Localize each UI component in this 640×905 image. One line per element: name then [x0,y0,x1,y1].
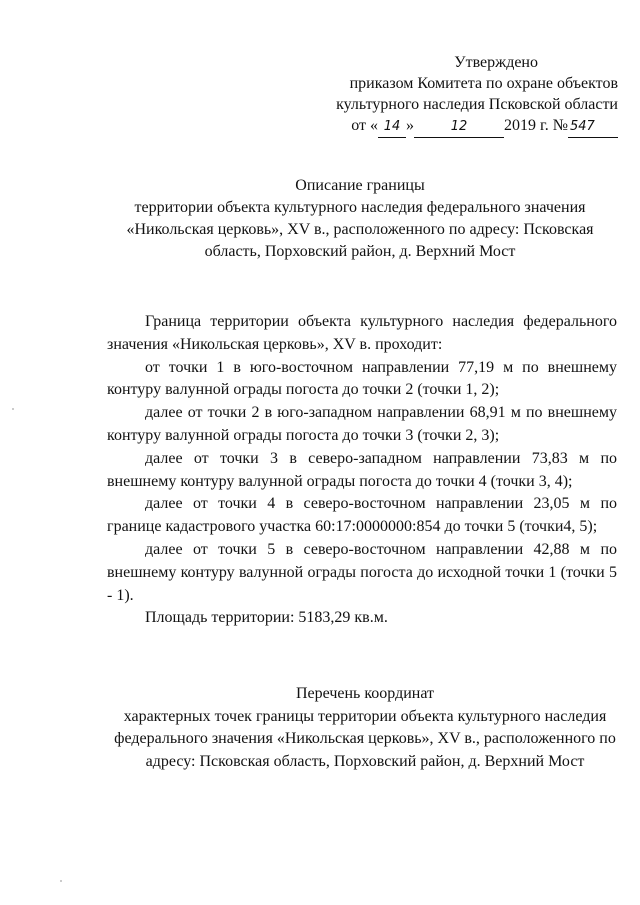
intro-paragraph: Граница территории объекта культурного наследия федерального значения «Никольская церковь», XV в. проходит: [107,313,617,353]
list-title-line-1: Перечень координат [295,685,435,702]
approval-order-line [288,115,618,138]
segment-paragraph-5: далее от точки 5 в северо-восточном направлении 42,88 м по внешнему контуру валунной ограды погоста до исходной точки 1 (точки 5 - 1). [107,540,617,604]
list-title-line-4: адресу: Псковская область, Порховский район, д. Верхний Мост [145,752,585,770]
list-title-line-3: федерального значения «Никольская церковь», XV в., расположенного по [114,730,616,747]
scan-speck [60,880,62,882]
segment-paragraph-4: далее от точки 4 в северо-восточном направлении 23,05 м по границе кадастрового участка 60:17:0000000:854 до точки 5 (точки4, 5); [107,495,617,536]
list-title-line-2: характерных точек границы территории объекта культурного наследия [123,707,607,725]
order-mid: » [405,117,414,134]
boundary-description [107,311,617,630]
title-line-3: «Никольская церковь», XV в., расположенного по адресу: Псковская [126,221,594,238]
approval-line-1: приказом Комитета по охране объектов [349,75,618,92]
order-day-handwritten: 14 [378,116,406,138]
approval-line-2: культурного наследия Псковской области [336,96,618,113]
order-prefix: от « [351,117,378,134]
segment-paragraph-2: далее от точки 2 в юго-западном направлении 68,91 м по внешнему контуру валунной ограды погоста до точки 3 (точки 2, 3); [107,404,617,444]
order-year: 2019 г. № [503,117,568,134]
order-month-handwritten: 12 [414,116,504,138]
document-title [100,175,620,263]
order-number-handwritten: 547 [568,116,618,138]
segment-paragraph-3: далее от точки 3 в северо-западном направлении 73,83 м по внешнему контуру валунной ограды погоста до точки 4 (точки 3, 4); [107,449,617,490]
title-line-1: Описание границы [295,177,425,194]
coordinates-list-title [100,683,630,773]
segment-paragraph-1: от точки 1 в юго-восточном направлении 77,19 м по внешнему контуру валунной ограды погоста до точки 2 (точки 1, 2); [107,358,617,399]
title-line-2: территории объекта культурного наследия федерального значения [134,199,586,216]
area-paragraph: Площадь территории: 5183,29 кв.м. [145,609,388,627]
approval-heading: Утверждено [454,54,538,71]
approval-stamp [288,52,618,138]
scan-speck [12,408,14,410]
title-line-4: область, Порховский район, д. Верхний Мост [204,243,516,260]
